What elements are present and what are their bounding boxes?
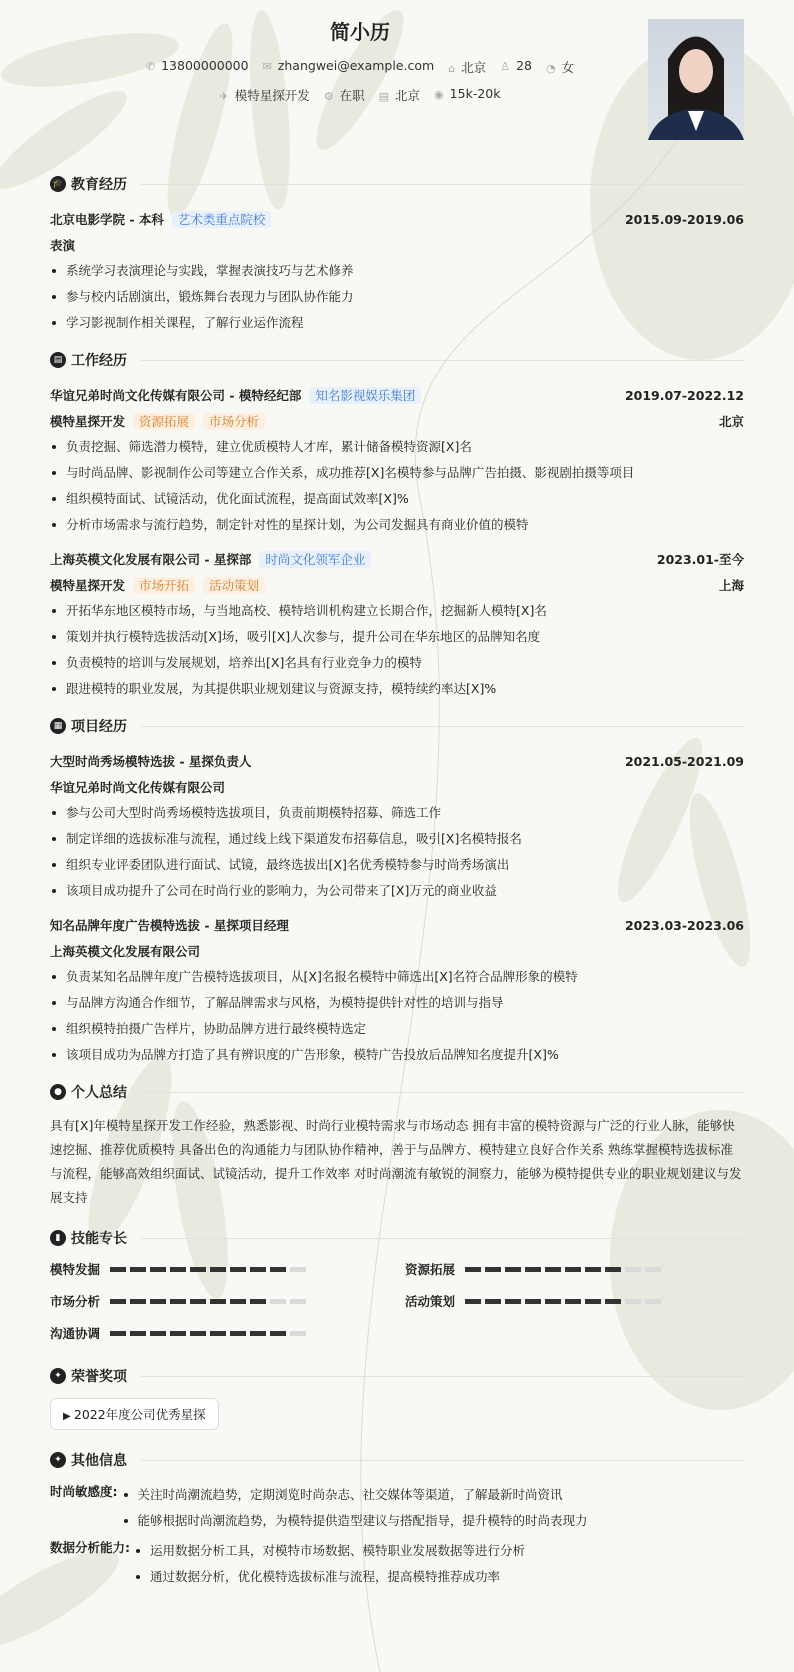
role-name: 模特星探开发 (50, 414, 126, 429)
skill-level-segment (110, 1331, 126, 1336)
bullet-item: 关注时尚潮流趋势，定期浏览时尚杂志、社交媒体等渠道，了解最新时尚资讯 (122, 1482, 588, 1508)
salary-icon: ◉ (434, 88, 444, 101)
bullet-item: 制定详细的选拔标准与流程，通过线上线下渠道发布招募信息，吸引[X]名模特报名 (50, 826, 744, 852)
section-work (50, 350, 744, 702)
skill-level-segment (545, 1267, 561, 1272)
gender-icon: ◔ (545, 62, 556, 75)
skill-level-segment (465, 1299, 481, 1304)
skill-level-segment (190, 1331, 206, 1336)
skill-level-segment (210, 1299, 226, 1304)
work-entry (50, 546, 744, 702)
contact-text: 在职 (339, 88, 365, 103)
company-name: 华谊兄弟时尚文化传媒有限公司 - 模特经纪部 (50, 388, 302, 403)
skill-level-segment (250, 1299, 266, 1304)
skill-level-segment (565, 1299, 581, 1304)
bullet-item: 组织模特拍摄广告样片，协助品牌方进行最终模特选定 (50, 1016, 744, 1042)
work-date: 2019.07-2022.12 (624, 387, 744, 403)
school-tag: 艺术类重点院校 (172, 211, 272, 228)
role-group (50, 412, 265, 430)
section-title: 项目经历 (71, 719, 127, 735)
project-icon: ▦ (50, 718, 66, 734)
work-bullets (50, 598, 744, 702)
skill-level-segment (230, 1299, 246, 1304)
candidate-name: 简小历 (330, 20, 390, 44)
skill-level-segment (130, 1331, 146, 1336)
user-icon: ● (50, 1084, 66, 1100)
contact-text: 28 (516, 58, 532, 73)
section-education (50, 174, 744, 336)
bullet-item: 组织模特面试、试镜活动，优化面试流程，提高面试效率[X]% (50, 486, 744, 512)
bullet-item: 跟进模特的职业发展，为其提供职业规划建议与资源支持，模特续约率达[X]% (50, 676, 744, 702)
project-bullets (50, 964, 744, 1068)
bullet-item: 参与公司大型时尚秀场模特选拔项目，负责前期模特招募、筛选工作 (50, 800, 744, 826)
project-header-row (50, 748, 744, 774)
skill-level-segment (585, 1267, 601, 1272)
skill-level-segment (605, 1267, 621, 1272)
work-date: 2023.01-至今 (656, 552, 744, 567)
work-title-group (50, 550, 371, 568)
work-header-row (50, 382, 744, 408)
skill-tag: 市场分析 (203, 413, 265, 430)
skill-level-segment (210, 1331, 226, 1336)
skill-level-segment (250, 1331, 266, 1336)
skill-level-bar (110, 1299, 306, 1304)
skill-level-segment (545, 1299, 561, 1304)
project-org: 华谊兄弟时尚文化传媒有限公司 (50, 780, 226, 795)
section-title: 其他信息 (71, 1453, 127, 1469)
edu-date: 2015.09-2019.06 (624, 211, 744, 227)
other-info-item (50, 1538, 744, 1590)
skill-tag: 活动策划 (203, 577, 265, 594)
section-title: 技能专长 (71, 1231, 127, 1247)
section-summary (50, 1082, 744, 1210)
project-org: 上海英模文化发展有限公司 (50, 944, 201, 959)
skill-tag: 市场开拓 (133, 577, 195, 594)
skill-item (405, 1260, 760, 1278)
award-text: 2022年度公司优秀星探 (73, 1407, 206, 1422)
other-info-item (50, 1482, 744, 1534)
skill-level-segment (505, 1299, 521, 1304)
project-name: 知名品牌年度广告模特选拔 - 星探项目经理 (50, 918, 289, 933)
skill-level-segment (230, 1267, 246, 1272)
city-icon: ▤ (378, 90, 390, 103)
skill-tag: 资源拓展 (133, 413, 195, 430)
skill-level-segment (170, 1299, 186, 1304)
resume-header (50, 0, 744, 160)
role-group (50, 576, 265, 594)
skill-level-segment (290, 1299, 306, 1304)
bullet-item: 组织专业评委团队进行面试、试镜，最终选拔出[X]名优秀模特参与时尚秀场演出 (50, 852, 744, 878)
contact-item (500, 58, 532, 76)
section-projects (50, 716, 744, 1068)
contact-item (448, 58, 486, 76)
work-title-group (50, 386, 421, 404)
contact-text: 北京 (395, 88, 421, 103)
bullet-item: 能够根据时尚潮流趋势，为模特提供造型建议与搭配指导，提升模特的时尚表现力 (122, 1508, 588, 1534)
info-icon: ✦ (50, 1452, 66, 1468)
project-org-row (50, 774, 744, 800)
phone-icon: ✆ (145, 60, 156, 73)
bullet-item: 负责挖掘、筛选潜力模特，建立优质模特人才库，累计储备模特资源[X]名 (50, 434, 744, 460)
skill-level-segment (625, 1299, 641, 1304)
work-entry (50, 382, 744, 538)
bullet-item: 分析市场需求与流行趋势，制定针对性的星探计划，为公司发掘具有商业价值的模特 (50, 512, 744, 538)
bullet-item: 系统学习表演理论与实践，掌握表演技巧与艺术修养 (50, 258, 744, 284)
skill-item (405, 1292, 760, 1310)
project-org-row (50, 938, 744, 964)
skill-level-bar (465, 1299, 661, 1304)
skill-level-segment (250, 1267, 266, 1272)
skill-level-segment (150, 1299, 166, 1304)
bullet-item: 与品牌方沟通合作细节，了解品牌需求与风格，为模特提供针对性的培训与指导 (50, 990, 744, 1016)
contact-item (434, 86, 500, 104)
role-row (50, 572, 744, 598)
triangle-icon: ▶ (63, 1411, 74, 1422)
graduation-cap-icon: 🎓 (50, 176, 66, 192)
skill-level-segment (110, 1299, 126, 1304)
contact-text: 15k-20k (449, 86, 501, 101)
award-icon: ✦ (50, 1368, 66, 1384)
skill-name: 市场分析 (50, 1294, 101, 1309)
skill-level-segment (505, 1267, 521, 1272)
skill-level-segment (210, 1267, 226, 1272)
other-info-key: 数据分析能力: (50, 1540, 130, 1555)
project-name: 大型时尚秀场模特选拔 - 星探负责人 (50, 754, 252, 769)
skill-level-segment (605, 1299, 621, 1304)
skill-level-segment (290, 1267, 306, 1272)
section-title: 工作经历 (71, 353, 127, 369)
contact-text: 女 (561, 60, 575, 75)
bullet-item: 负责某知名品牌年度广告模特选拔项目，从[X]名报名模特中筛选出[X]名符合品牌形象的模特 (50, 964, 744, 990)
skill-level-segment (525, 1299, 541, 1304)
school-name: 北京电影学院 - 本科 (50, 212, 164, 227)
other-info-bullets (134, 1538, 525, 1590)
contact-text: zhangwei@example.com (277, 58, 435, 73)
project-date: 2023.03-2023.06 (624, 917, 744, 933)
chart-icon: ▮ (50, 1230, 66, 1246)
skill-level-segment (170, 1267, 186, 1272)
skill-level-segment (170, 1331, 186, 1336)
bullet-item: 运用数据分析工具，对模特市场数据、模特职业发展数据等进行分析 (134, 1538, 525, 1564)
contact-text: 模特星探开发 (234, 88, 310, 103)
job-intent-row (50, 86, 670, 104)
section-skills (50, 1228, 744, 1342)
bullet-item: 通过数据分析，优化模特选拔标准与流程，提高模特推荐成功率 (134, 1564, 525, 1590)
work-city: 上海 (718, 578, 744, 593)
skill-level-segment (190, 1267, 206, 1272)
skill-name: 活动策划 (405, 1294, 456, 1309)
bullet-item: 负责模特的培训与发展规划，培养出[X]名具有行业竞争力的模特 (50, 650, 744, 676)
section-other (50, 1450, 744, 1590)
skill-level-segment (565, 1267, 581, 1272)
skill-level-segment (130, 1299, 146, 1304)
project-bullets (50, 800, 744, 904)
mail-icon: ✉ (262, 60, 272, 73)
bullet-item: 开拓华东地区模特市场，与当地高校、模特培训机构建立长期合作，挖掘新人模特[X]名 (50, 598, 744, 624)
skill-name: 沟通协调 (50, 1326, 101, 1341)
skill-level-segment (645, 1267, 661, 1272)
contact-item (146, 58, 249, 76)
contact-text: 北京 (461, 60, 487, 75)
section-awards (50, 1366, 744, 1430)
work-bullets (50, 434, 744, 538)
skill-item (50, 1324, 405, 1342)
contact-text: 13800000000 (161, 58, 249, 73)
skill-name: 模特发掘 (50, 1262, 101, 1277)
bullet-item: 学习影视制作相关课程，了解行业运作流程 (50, 310, 744, 336)
bullet-item: 参与校内话剧演出，锻炼舞台表现力与团队协作能力 (50, 284, 744, 310)
skill-level-bar (110, 1267, 306, 1272)
skill-level-bar (110, 1331, 306, 1336)
status-icon: ⚙ (323, 90, 334, 103)
skill-level-segment (150, 1331, 166, 1336)
skill-level-segment (465, 1267, 481, 1272)
age-icon: ♙ (500, 60, 511, 73)
project-header-row (50, 912, 744, 938)
major: 表演 (50, 238, 76, 253)
contact-item (220, 86, 310, 104)
skill-level-segment (270, 1267, 286, 1272)
bullet-item: 该项目成功提升了公司在时尚行业的影响力，为公司带来了[X]万元的商业收益 (50, 878, 744, 904)
skill-level-segment (485, 1299, 501, 1304)
skill-level-segment (190, 1299, 206, 1304)
role-name: 模特星探开发 (50, 578, 126, 593)
skill-level-segment (290, 1331, 306, 1336)
bullet-item: 策划并执行模特选拔活动[X]场，吸引[X]人次参与，提升公司在华东地区的品牌知名度 (50, 624, 744, 650)
skill-level-segment (150, 1267, 166, 1272)
skill-level-segment (645, 1299, 661, 1304)
work-city: 北京 (718, 414, 744, 429)
skill-level-segment (270, 1331, 286, 1336)
award-item (50, 1398, 219, 1430)
work-header-row (50, 546, 744, 572)
company-tag: 知名影视娱乐集团 (309, 387, 421, 404)
skill-level-segment (230, 1331, 246, 1336)
bullet-item: 与时尚品牌、影视制作公司等建立合作关系，成功推荐[X]名模特参与品牌广告拍摄、影视剧拍摄等项目 (50, 460, 744, 486)
skill-level-bar (465, 1267, 661, 1272)
project-date: 2021.05-2021.09 (624, 753, 744, 769)
contact-row (50, 58, 670, 76)
skill-level-segment (625, 1267, 641, 1272)
skill-level-segment (270, 1299, 286, 1304)
skill-level-segment (525, 1267, 541, 1272)
company-name: 上海英模文化发展有限公司 - 星探部 (50, 552, 252, 567)
contact-item (263, 58, 435, 76)
other-info-key: 时尚敏感度: (50, 1484, 118, 1499)
role-row (50, 408, 744, 434)
skill-item (50, 1260, 405, 1278)
skill-level-segment (585, 1299, 601, 1304)
section-title: 个人总结 (71, 1085, 127, 1101)
section-title: 荣誉奖项 (71, 1369, 127, 1385)
project-entry (50, 912, 744, 1068)
briefcase-icon: ▤ (50, 352, 66, 368)
skill-item (50, 1292, 405, 1310)
section-title: 教育经历 (71, 177, 127, 193)
contact-item (379, 86, 420, 104)
job-icon: ✈ (219, 90, 229, 103)
contact-item (324, 86, 365, 104)
skill-level-segment (485, 1267, 501, 1272)
profile-photo (648, 19, 744, 140)
project-entry (50, 748, 744, 904)
company-tag: 时尚文化领军企业 (259, 551, 371, 568)
contact-item (546, 58, 574, 76)
skill-level-segment (130, 1267, 146, 1272)
bullet-item: 该项目成功为品牌方打造了具有辨识度的广告形象，模特广告投放后品牌知名度提升[X]% (50, 1042, 744, 1068)
home-icon: ⌂ (448, 62, 456, 75)
summary-text: 具有[X]年模特星探开发工作经验，熟悉影视、时尚行业模特需求与市场动态 拥有丰富的模特资源与广泛的行业人脉，能够快速挖掘、推荐优质模特 具备出色的沟通能力与团队协作精神，善于与品牌方、模特建立良好合作关系 熟练掌握模特选拔标准与流程，能够高效组织面试、试镜活动，提升工作效率 对时尚潮流有敏锐的洞察力，能够为模特提供专业的职业规划建议与发展支持 (50, 1118, 742, 1205)
skill-level-segment (110, 1267, 126, 1272)
skill-name: 资源拓展 (405, 1262, 456, 1277)
other-info-bullets (122, 1482, 588, 1534)
